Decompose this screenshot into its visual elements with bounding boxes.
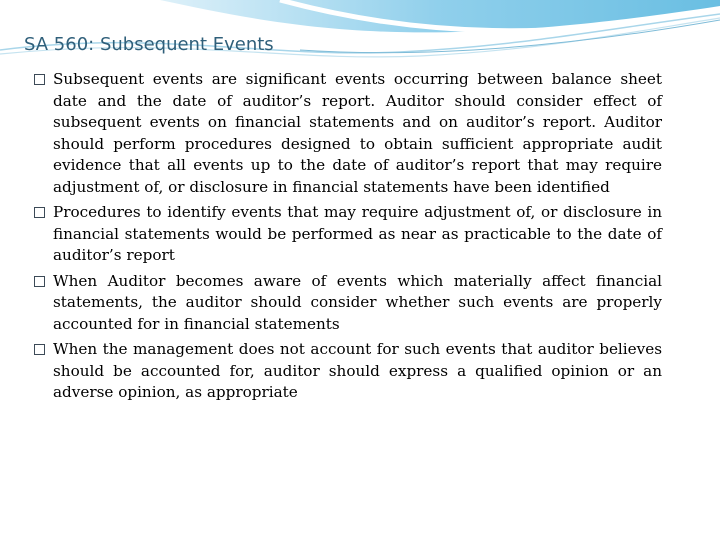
square-bullet-icon	[34, 207, 45, 218]
bullet-item	[34, 339, 662, 404]
bullet-item	[34, 69, 662, 198]
bullet-text: Subsequent events are significant events occurring between balance sheet date and the date of auditor’s report. Auditor should consider effect of subsequent events on financial statements and on auditor’s report. Auditor should perform procedures designed to obtain sufficient appropriate audit evidence that all events up to the date of auditor’s report that may require adjustment of, or disclosure in financial statements have been identified	[53, 70, 662, 196]
bullet-text: Procedures to identify events that may require adjustment of, or disclosure in financial statements would be performed as near as practicable to the date of auditor’s report	[53, 203, 662, 264]
bullet-text: When the management does not account for such events that auditor believes should be accounted for, auditor should express a qualified opinion or an adverse opinion, as appropriate	[53, 340, 662, 401]
bullet-item	[34, 202, 662, 267]
square-bullet-icon	[34, 344, 45, 355]
bullet-item	[34, 271, 662, 336]
bullet-list	[34, 69, 662, 408]
square-bullet-icon	[34, 276, 45, 287]
bullet-text: When Auditor becomes aware of events which materially affect financial statements, the auditor should consider whether such events are properly accounted for in financial statements	[53, 271, 662, 333]
slide-title: SA 560: Subsequent Events	[24, 34, 274, 55]
square-bullet-icon	[34, 74, 45, 85]
